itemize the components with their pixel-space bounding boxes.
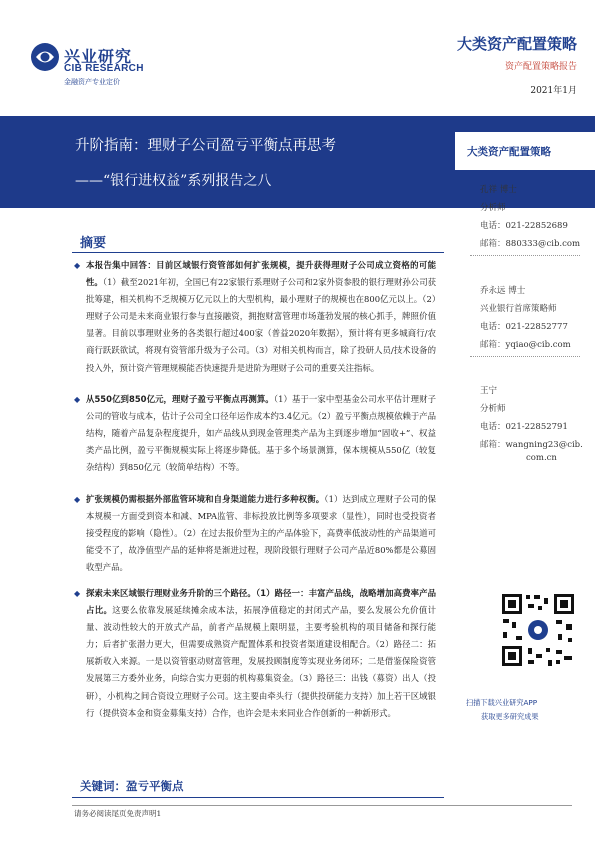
paragraph-body: 这要么依靠发展延续摊余成本法，拓展净值稳定的封闭式产品，要么发展公允价值计量、波动性较大的开放式产品，前者产品规模上限明显，主要考验机构的项目储备和探行能力；后者扩张潜力更大，但需要成熟资产配置体系和投资者渠道建设相配合。（2）路径二：拓展新收入来源。一是以资管驱动财富管理，发展投顾制度等实现业务闭环；二是借鉴保险资管发展第三方委外业务，向综合实力更弱的机构募集资金。（3）路径三：出钱（募资）出人（投研），小机构之间合资设立理财子公司。这主要由牵头行（提供投研能力支持）加上若干区域银行（提供资本金和资金募集支持）合作，也许会是未来同业合作创新的一种新形式。 bbox=[86, 605, 436, 718]
paragraph-lead: 从550亿到850亿元，理财子盈亏平衡点再测算。 bbox=[86, 394, 274, 404]
footer-disclaimer: 请务必阅读尾页免责声明1 bbox=[74, 809, 162, 818]
analyst-divider bbox=[470, 255, 580, 256]
paragraph-lead: 探索未来区域银行理财业务升阶的三个路径。（1）路径一：丰富产品线，战略增加高费率产品占比。 bbox=[86, 588, 436, 616]
analyst-title: 分析师 bbox=[480, 203, 506, 213]
qr-caption-line1: 扫描下载兴业研究APP bbox=[466, 698, 538, 707]
keywords-rule bbox=[72, 797, 444, 798]
analyst-email-cont[interactable]: com.cn bbox=[526, 453, 557, 463]
category-box-label: 大类资产配置策略 bbox=[467, 146, 551, 158]
bullet-icon: ◆ bbox=[74, 495, 81, 504]
qr-code[interactable] bbox=[500, 592, 576, 668]
analyst-2 bbox=[480, 285, 571, 352]
email-label: 邮箱： bbox=[480, 440, 506, 450]
summary-paragraph-1 bbox=[74, 257, 436, 377]
logo-chinese: 兴业研究 bbox=[64, 47, 133, 66]
bullet-icon: ◆ bbox=[74, 261, 81, 270]
analyst-title: 分析师 bbox=[480, 404, 506, 414]
bullet-icon: ◆ bbox=[74, 395, 81, 404]
summary-heading: 摘要 bbox=[80, 236, 107, 251]
cib-logo-icon bbox=[30, 42, 60, 72]
report-series-subtitle: ——“银行进权益”系列报告之八 bbox=[75, 173, 272, 189]
report-category: 大类资产配置策略 bbox=[456, 35, 577, 53]
summary-paragraph-4 bbox=[74, 585, 436, 722]
paragraph-body: （1）基于一家中型基金公司水平估计理财子公司的管收与成本，估计子公司全口径年运作成本约3.4亿元。（2）盈亏平衡点规模依赖于产品结构，随着产品复杂程度提升，如产品线从到现金管理类产品为主到逐步增加“固收+”、权益类产品比例，盈亏平衡规模实际上将逐步降低。基于多个场景测算，保本规模从550亿（较复杂结构）到850亿元（较简单结构）不等。 bbox=[86, 394, 436, 473]
bullet-icon: ◆ bbox=[74, 589, 81, 598]
analyst-name: 孔祥 博士 bbox=[480, 185, 517, 195]
analyst-email[interactable]: yqiao@cib.com bbox=[505, 340, 571, 350]
report-title: 升阶指南：理财子公司盈亏平衡点再思考 bbox=[75, 138, 336, 154]
paragraph-body: （1）截至2021年初，全国已有22家银行系理财子公司和2家外资参股的银行理财孙公司获批筹建，相关机构不乏规模万亿元以上的大型机构，最小理财子的规模也在800亿元以上。（2）理财子公司是未来商业银行参与直接融资，拥抱财富管理市场蓬勃发展的核心抓手，牌照价值显著。目前以事理财业务的各类银行超过400家（普益2020年数据），预计将有更多城商行/农商行跃跃欲试，将现有资管部升级为子公司。（3）对相关机构而言，除了投研人员/技术设备的投入外，预计资产管理规模能否快速提升是进阶为理财子公司的重要关注指标。 bbox=[86, 277, 437, 373]
report-subcategory: 资产配置策略报告 bbox=[504, 62, 577, 72]
logo-english: CIB RESEARCH bbox=[64, 63, 144, 74]
keywords: 关键词：盈亏平衡点 bbox=[80, 779, 184, 793]
summary-paragraph-2 bbox=[74, 391, 436, 476]
analyst-email[interactable]: 880333@cib.com bbox=[505, 239, 581, 249]
analyst-phone: 电话：021-22852777 bbox=[480, 322, 568, 332]
email-label: 邮箱： bbox=[480, 340, 506, 350]
report-date: 2021年1月 bbox=[530, 86, 577, 96]
paragraph-lead: 本报告集中回答：目前区域银行资管部如何扩张规模，提升获得理财子公司成立资格的可能性。 bbox=[86, 260, 436, 288]
footer-rule bbox=[72, 805, 572, 806]
email-label: 邮箱： bbox=[480, 239, 506, 249]
paragraph-lead: 扩张规模仍需根据外部监管环境和自身渠道能力进行多种权衡。 bbox=[86, 494, 325, 504]
analyst-phone: 电话：021-22852689 bbox=[480, 221, 568, 231]
logo-tagline: 金融资产专业定价 bbox=[64, 78, 120, 86]
analyst-phone: 电话：021-22852791 bbox=[480, 422, 568, 432]
analyst-divider bbox=[470, 356, 580, 357]
analyst-1 bbox=[480, 184, 580, 251]
analyst-name: 王宁 bbox=[480, 386, 498, 396]
analyst-email[interactable]: wangning23@cib. bbox=[505, 440, 583, 450]
analyst-name: 乔永远 博士 bbox=[480, 286, 526, 296]
analyst-3 bbox=[480, 385, 583, 465]
summary-paragraph-3 bbox=[74, 491, 436, 576]
summary-rule bbox=[72, 252, 444, 253]
analyst-title: 兴业银行首席策略师 bbox=[480, 304, 557, 314]
paragraph-body: （1）达到成立理财子公司的保本规模一方面受到资本和减、MPA监管、非标投放比例等多项要求（显性），同时也受投资者接受程度的影响（隐性）。（2）在过去报价型为主的产品体验下，高费率低波动性的产品渠道可能受不了，故净值型产品的延伸将是渐进过程，现阶段银行理财子公司产品近80%都是公募固收型产品。 bbox=[86, 494, 436, 573]
qr-caption-line2: 获取更多研究成果 bbox=[481, 712, 539, 721]
